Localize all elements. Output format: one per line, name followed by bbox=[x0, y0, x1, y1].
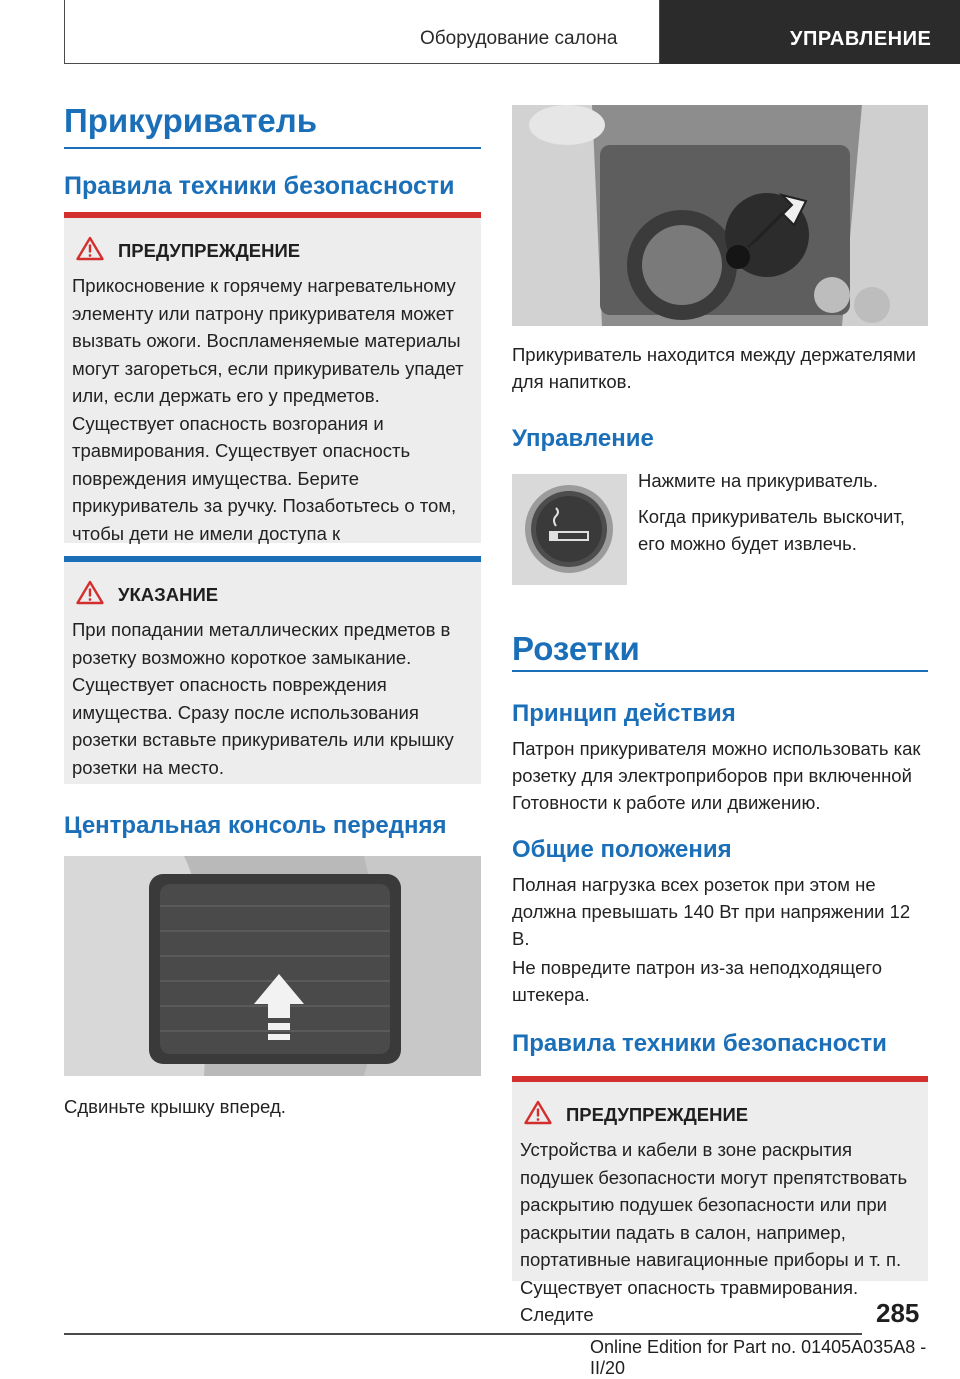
console-heading: Центральная консоль передняя bbox=[64, 812, 447, 839]
general-text-1: Полная нагрузка всех розеток при этом не должна превышать 140 Вт при напряжении 12 В. bbox=[512, 874, 911, 949]
warning-label: ПРЕДУПРЕЖДЕНИЕ bbox=[118, 240, 301, 261]
header-chapter-tab: УПРАВЛЕНИЕ bbox=[660, 0, 960, 64]
lighter-location-photo bbox=[512, 105, 928, 326]
general-text-2: Не повредите патрон из-за неподходящего штекера. bbox=[512, 957, 882, 1005]
notice-box bbox=[64, 556, 481, 784]
lighter-button-image bbox=[512, 474, 627, 585]
footer-edition: Online Edition for Part no. 01405A035A8 - II/20 bbox=[590, 1337, 927, 1378]
page-number: 285 bbox=[876, 1298, 920, 1328]
warning-triangle-icon bbox=[524, 1100, 552, 1130]
notice-triangle-icon bbox=[76, 580, 104, 610]
control-step-2: Когда прикуриватель выскочит, его можно будет извлечь. bbox=[638, 506, 905, 554]
principle-heading: Принцип действия bbox=[512, 700, 736, 727]
console-caption: Сдвиньте крышку вперед. bbox=[64, 1096, 286, 1117]
sockets-rule bbox=[512, 670, 928, 672]
sockets-warning-header bbox=[520, 1100, 920, 1130]
warning-triangle-icon bbox=[76, 236, 104, 266]
notice-label: УКАЗАНИЕ bbox=[118, 584, 219, 605]
control-heading: Управление bbox=[512, 425, 654, 452]
warning-text: Прикосновение к горячему нагревательному элементу или патрону прикуривателя может вызвать ожоги. Воспламеняемые материалы могут загореться, если прикуриватель упадет или, если держать его у предметов. Существует опасность возгорания и травмирования. Существует опасность повреждения имущества. Берите прикуриватель за ручку. Позаботьтесь о том, чтобы дети не имели доступа к bbox=[72, 275, 464, 544]
control-step-1: Нажмите на прикуриватель. bbox=[638, 470, 879, 491]
warning-box bbox=[64, 212, 481, 543]
general-heading: Общие положения bbox=[512, 836, 732, 863]
sockets-title: Розетки bbox=[512, 630, 640, 667]
footer-rule bbox=[64, 1333, 862, 1335]
console-cover-photo bbox=[64, 856, 481, 1076]
header-section: Оборудование салона bbox=[420, 28, 618, 49]
sockets-warning-label: ПРЕДУПРЕЖДЕНИЕ bbox=[566, 1104, 749, 1125]
sockets-warning-text: Устройства и кабели в зоне раскрытия подушек безопасности могут препятствовать раскрытию подушек безопасности или при раскрытии падать в салон, например, портативные навигационные приборы и т. п. Существует опасность травмирования. Следите bbox=[520, 1139, 908, 1325]
principle-text: Патрон прикуривателя можно использовать как розетку для электроприборов при включенной Готовности к работе или движению. bbox=[512, 738, 921, 813]
notice-header bbox=[72, 580, 473, 610]
notice-text: При попадании металлических предметов в розетку возможно короткое замыкание. Существует опасность повреждения имущества. Сразу после использования розетки вставьте прикуриватель или крышку розетки на место. bbox=[72, 619, 454, 778]
safety-heading: Правила техники безопасности bbox=[64, 172, 455, 200]
title-rule bbox=[64, 147, 481, 149]
lighter-location-caption: Прикуриватель находится между держателями для напитков. bbox=[512, 344, 916, 392]
warning-header bbox=[72, 236, 473, 266]
sockets-safety-heading: Правила техники безопасности bbox=[512, 1030, 887, 1057]
page-title: Прикуриватель bbox=[64, 102, 318, 139]
